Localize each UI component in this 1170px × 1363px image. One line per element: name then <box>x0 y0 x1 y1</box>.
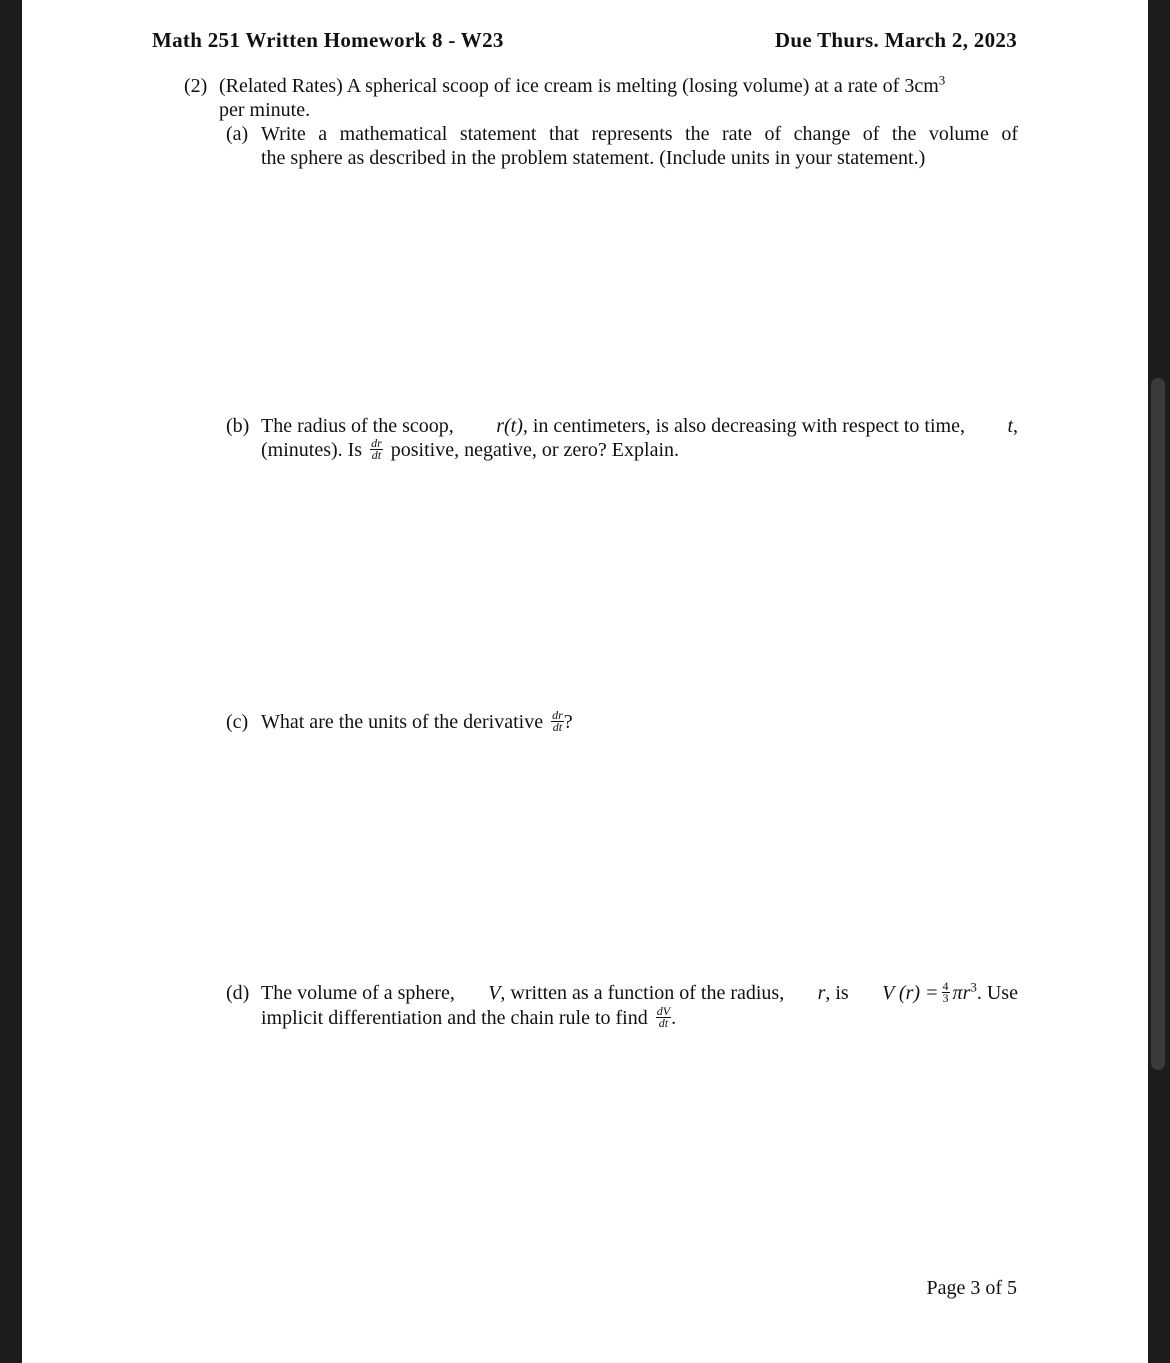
part-b-text-1: The radius of the scoop, <box>261 415 454 437</box>
period: . <box>671 1007 677 1029</box>
part-d-text-2: , written as a function of the radius, <box>500 982 785 1004</box>
dr-dt-fraction: $\frac{dr}{dt}$ <box>371 435 382 462</box>
part-b-line2 <box>261 435 679 463</box>
scrollbar-thumb[interactable] <box>1151 378 1165 1070</box>
part-b-text-3: (minutes). Is <box>261 439 363 461</box>
part-b-line1 <box>261 414 1018 438</box>
part-d-is: , is <box>825 982 849 1004</box>
problem-text-line2: per minute. <box>219 99 311 121</box>
problem-text-line1 <box>219 74 1017 98</box>
dv-dt-fraction: $\frac{dV}{dt}$ <box>656 1003 671 1030</box>
part-d-label: (d) <box>226 982 250 1004</box>
volume-formula: V (r) = $\frac{4}{3}$ $\pi r^3$. Use <box>882 978 1018 1005</box>
four-thirds-fraction: $\frac{4}{3}$ <box>942 978 949 1005</box>
question-mark: ? <box>563 711 573 733</box>
part-b-text-4: positive, negative, or zero? Explain. <box>390 439 679 461</box>
part-b-label: (b) <box>226 415 250 437</box>
part-d-text-3: . Use <box>976 982 1018 1004</box>
part-a-label: (a) <box>226 123 249 145</box>
radius-function: r(t) <box>496 415 523 437</box>
due-date: Due Thurs. March 2, 2023 <box>774 28 1017 52</box>
document-page <box>22 0 1148 1363</box>
volume-variable: V <box>488 982 501 1004</box>
part-c-line <box>261 707 573 735</box>
part-c-text: What are the units of the derivative <box>261 711 544 733</box>
part-b-text-2: , in centimeters, is also decreasing with respect to time, <box>522 415 965 437</box>
cubed-exponent: 3 <box>938 72 946 88</box>
part-a-line2: the sphere as described in the problem statement. (Include units in your statement.) <box>261 147 926 169</box>
part-d-line2 <box>261 1003 677 1031</box>
part-d-line1 <box>261 978 1018 1006</box>
part-d-text-4: implicit differentiation and the chain rule to find <box>261 1007 648 1029</box>
course-title: Math 251 Written Homework 8 - W23 <box>152 28 504 52</box>
part-a-line1: Write a mathematical statement that represents the rate of change of the volume of <box>261 123 1018 145</box>
radius-variable: r <box>817 982 826 1004</box>
problem-text: (Related Rates) A spherical scoop of ice cream is melting (losing volume) at a rate of 3cm <box>219 75 939 97</box>
time-variable: t <box>1007 415 1013 437</box>
comma: , <box>1013 415 1018 437</box>
page-number: Page 3 of 5 <box>926 1277 1017 1299</box>
part-d-text-1: The volume of a sphere, <box>261 982 455 1004</box>
part-c-label: (c) <box>226 711 249 733</box>
dr-dt-fraction: $\frac{dr}{dt}$ <box>552 707 563 734</box>
problem-number: (2) <box>184 75 208 97</box>
